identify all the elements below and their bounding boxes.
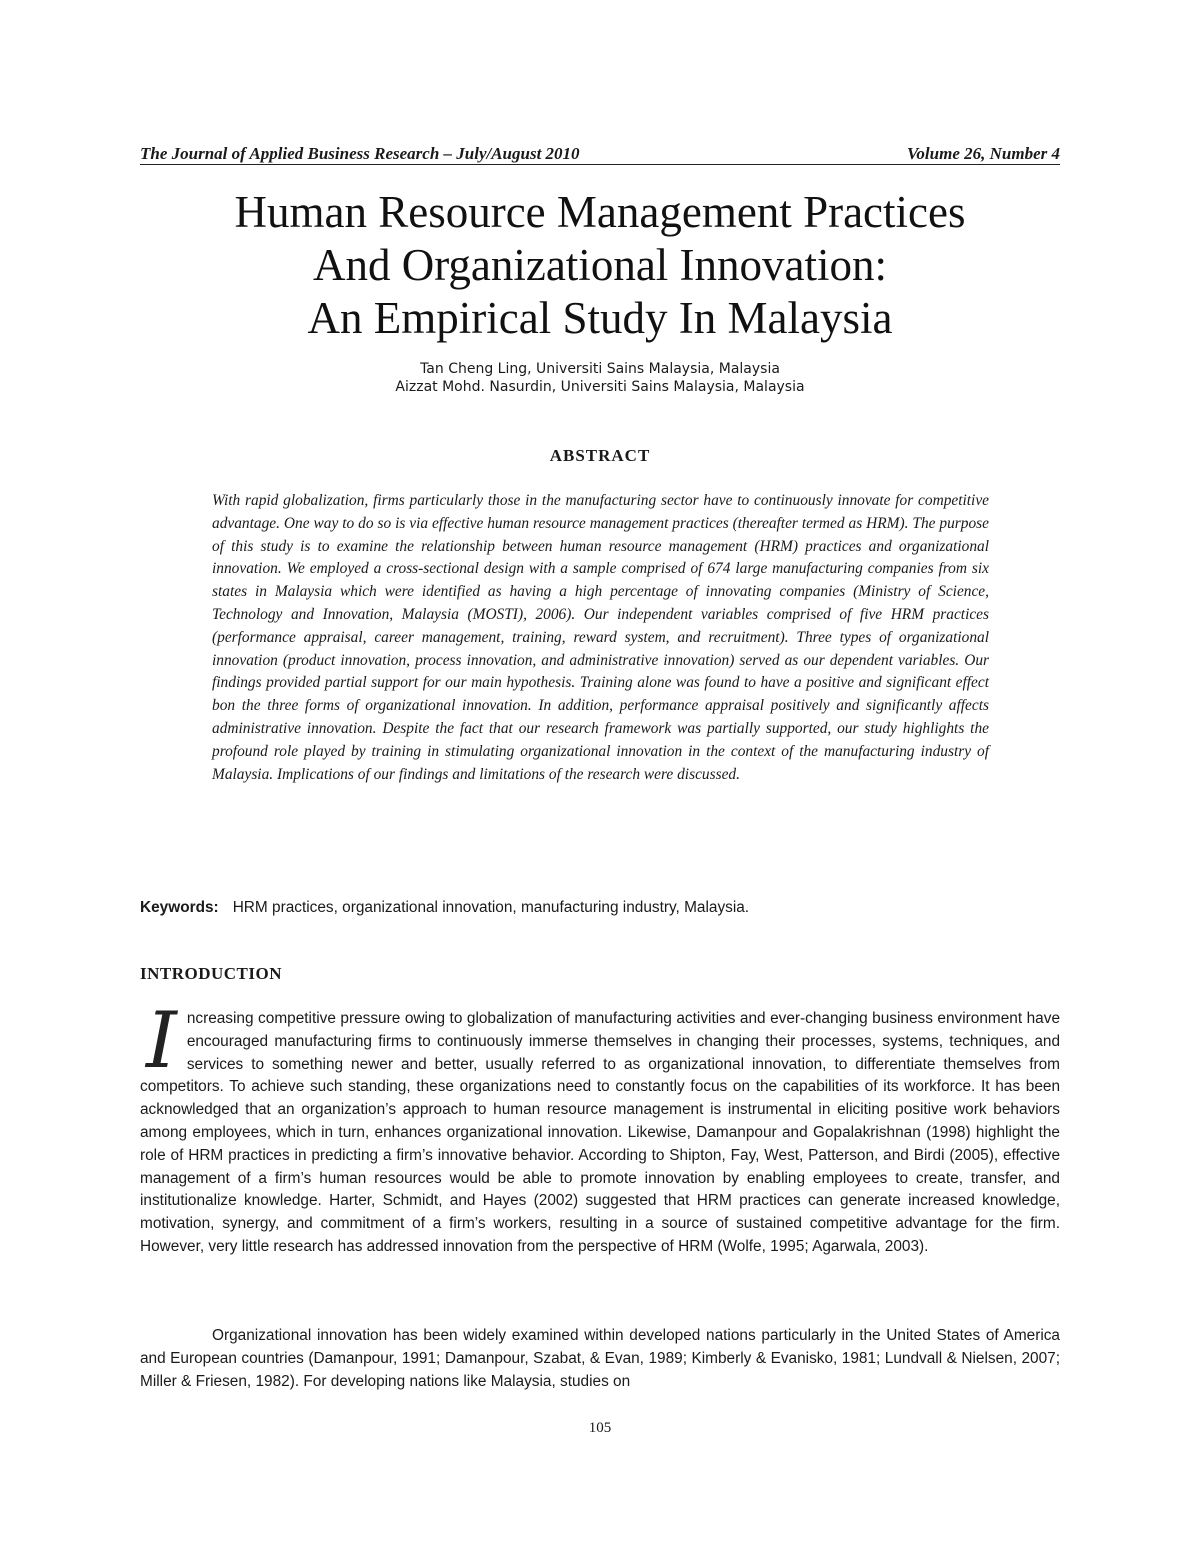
author-1: Tan Cheng Ling, Universiti Sains Malaysia, Malaysia (420, 361, 780, 377)
keywords-text: HRM practices, organizational innovation, manufacturing industry, Malaysia. (232, 899, 750, 916)
title-line-1: Human Resource Management Practices (234, 187, 966, 237)
keywords-label: Keywords: (140, 899, 219, 916)
introduction-paragraph-2: Organizational innovation has been widely examined within developed nations particularly in the United States of America and European countries (Damanpour, 1991; Damanpour, Szabat, & Evan, 1989; Kimberly & Evanisko, 1981; Lundvall & Nielsen, 2007; Miller & Friesen, 1982). For developing nations like Malaysia, studies on (140, 1327, 1060, 1390)
title-line-2: And Organizational Innovation: (312, 240, 888, 290)
running-header (140, 144, 1060, 165)
author-list (300, 360, 900, 396)
volume-number: Volume 26, Number 4 (906, 144, 1060, 163)
abstract-heading: ABSTRACT (549, 446, 651, 465)
keywords (140, 897, 1060, 919)
author-2: Aizzat Mohd. Nasurdin, Universiti Sains Malaysia, Malaysia (395, 379, 805, 395)
title-line-3: An Empirical Study In Malaysia (307, 293, 893, 343)
abstract-text: With rapid globalization, firms particularly those in the manufacturing sector have to continuously innovate for competitive advantage. One way to do so is via effective human resource management practices (thereafter termed as HRM). The purpose of this study is to examine the relationship between human resource management (HRM) practices and organizational innovation. We employed a cross-sectional design with a sample comprised of 674 large manufacturing companies from six states in Malaysia which were identified as having a high percentage of innovating companies (Ministry of Science, Technology and Innovation, Malaysia (MOSTI), 2006). Our independent variables comprised of five HRM practices (performance appraisal, career management, training, reward system, and recruitment). Three types of organizational innovation (product innovation, process innovation, and administrative innovation) served as our dependent variables. Our findings provided partial support for our main hypothesis. Training alone was found to have a positive and significant effect bon the three forms of organizational innovation. In addition, performance appraisal positively and significantly affects administrative innovation. Despite the fact that our research framework was partially supported, our study highlights the profound role played by training in stimulating organizational innovation in the context of the manufacturing industry of Malaysia. Implications of our findings and limitations of the research were discussed. (212, 492, 989, 783)
page-number: 105 (588, 1420, 612, 1436)
journal-name: The Journal of Applied Business Research – July/August 2010 (140, 144, 580, 163)
introduction-paragraph-1-text: ncreasing competitive pressure owing to globalization of manufacturing activities and ever-changing business environment have encouraged manufacturing firms to continuously immerse themselves in changing their processes, systems, techniques, and services to something newer and better, usually referred to as organizational innovation, to differentiate themselves from competitors. To achieve such standing, these organizations need to constantly focus on the capabilities of its workforce. It has been acknowledged that an organization’s approach to human resource management is instrumental in eliciting positive work behaviors among employees, which in turn, enhances organizational innovation. Likewise, Damanpour and Gopalakrishnan (1998) highlight the role of HRM practices in predicting a firm’s innovative behavior. According to Shipton, Fay, West, Patterson, and Birdi (2005), effective management of a firm’s human resources would be able to promote innovation by enabling employees to create, transfer, and institutionalize knowledge. Harter, Schmidt, and Hayes (2002) suggested that HRM practices can generate increased knowledge, motivation, synergy, and commitment of a firm’s workers, resulting in a source of sustained competitive advantage for the firm. However, very little research has addressed innovation from the perspective of HRM (Wolfe, 1995; Agarwala, 2003). (140, 1010, 1060, 1255)
paper-title (100, 186, 1100, 345)
introduction-paragraph-1 (140, 996, 1060, 1259)
introduction-heading: INTRODUCTION (140, 964, 283, 983)
drop-cap: I (146, 996, 177, 1086)
